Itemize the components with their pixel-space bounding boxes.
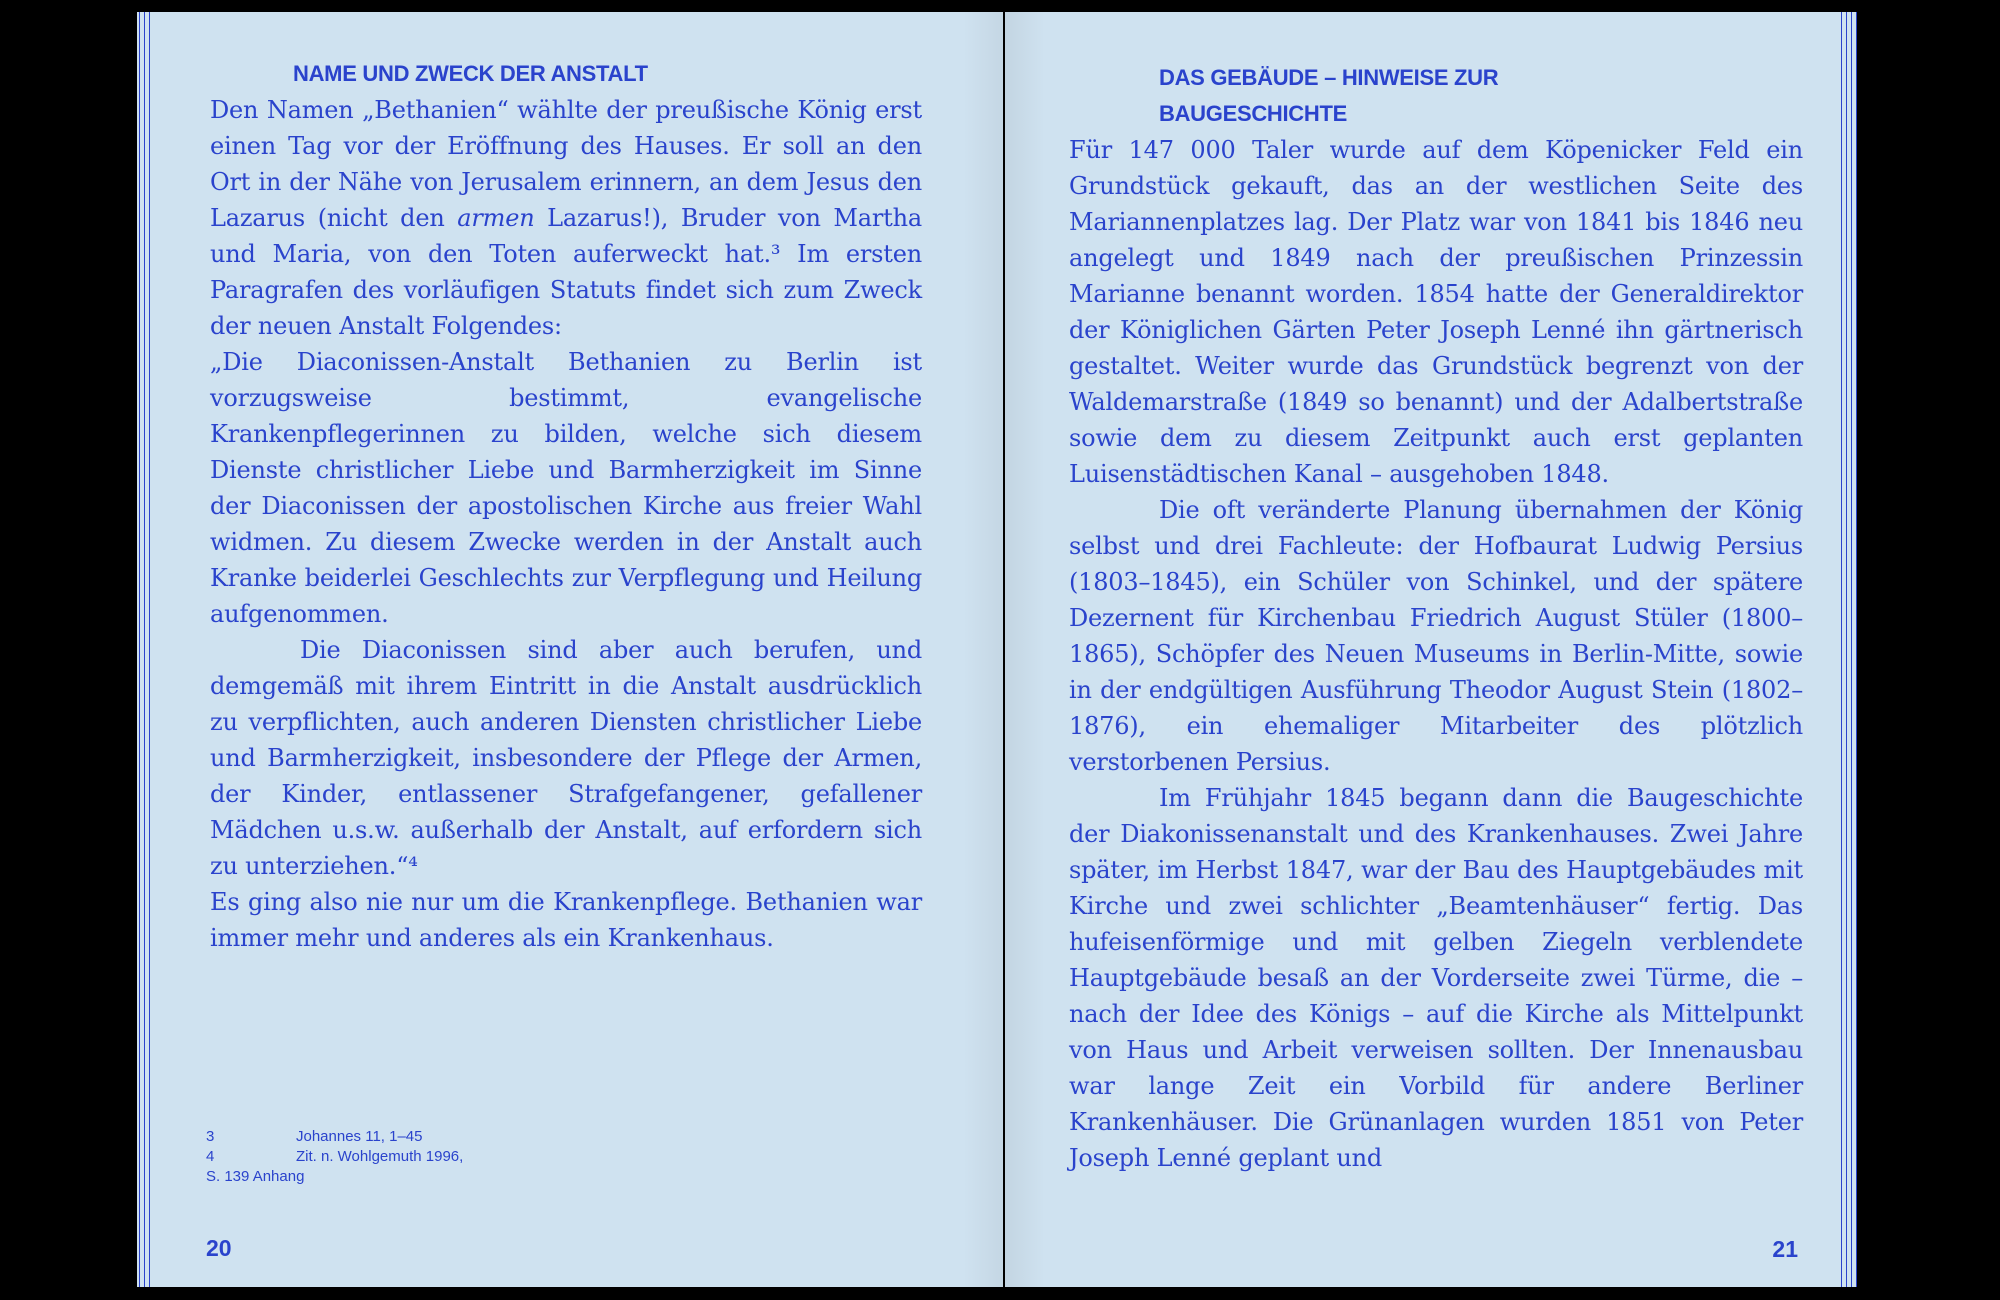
page-number: 21 — [1772, 1236, 1798, 1262]
footnotes — [206, 1127, 506, 1187]
intro-emphasis: armen — [457, 204, 535, 232]
section-heading — [1159, 60, 1498, 132]
intro-paragraph — [210, 92, 922, 344]
footnote — [206, 1147, 506, 1167]
body-paragraph: Für 147 000 Taler wurde auf dem Köpenicker Feld ein Grundstück gekauft, das an der westlichen Seite des Mariannenplatzes lag. Der Platz war von 1841 bis 1846 neu angelegt und 1849 nach der preußischen Prinzessin Marianne benannt worden. 1854 hatte der Generaldirektor der Königlichen Gärten Peter Joseph Lenné ihn gärtnerisch gestaltet. Weiter wurde das Grundstück begrenzt von der Waldemarstraße (1849 so benannt) und der Adalbertstraße sowie dem zu diesem Zeitpunkt auch erst geplanten Luisenstädtischen Kanal – ausgehoben 1848. — [1069, 136, 1803, 488]
left-page — [137, 12, 1003, 1287]
footnote-text: Johannes 11, 1–45 — [296, 1128, 423, 1145]
body-paragraph: Im Frühjahr 1845 begann dann die Baugeschichte der Diakonissenanstalt und des Krankenhauses. Zwei Jahre später, im Herbst 1847, war der Bau des Hauptgebäudes mit Kirche und zwei schlichter „Beamtenhäuser“ fertig. Das hufeisenförmige und mit gelben Ziegeln verblendete Hauptgebäude besaß an der Vorderseite zwei Türme, die – nach der Idee des Königs – auf die Kirche als Mittelpunkt von Haus und Arbeit verweisen sollten. Der Innenausbau war lange Zeit ein Vorbild für andere Berliner Krankenhäuser. Die Grünanlagen wurden 1851 von Peter Joseph Lenné geplant und — [1069, 784, 1803, 1172]
body-paragraph: Die oft veränderte Planung übernahmen der König selbst und drei Fachleute: der Hofbaurat Ludwig Persius (1803–1845), ein Schüler von Schinkel, und der spätere Dezernent für Kirchenbau Friedrich August Stüler (1800–1865), Schöpfer des Neuen Museums in Berlin-Mitte, sowie in der endgültigen Ausführung Theodor August Stein (1802–1876), ein ehemaliger Mitarbeiter des plötzlich verstorbenen Persius. — [1069, 496, 1803, 776]
right-body-text — [1069, 132, 1803, 1176]
footnote-continuation: S. 139 Anhang — [206, 1168, 305, 1185]
page-edge-stack — [137, 12, 153, 1287]
quote-paragraph-1: „Die Diaconissen-Anstalt Bethanien zu Berlin ist vorzugsweise bestimmt, evangelische Krankenpflegerinnen zu bilden, welche sich diesem Dienste christlicher Liebe und Barmherzigkeit im Sinne der Diaconissen der apostolischen Kirche aus freier Wahl widmen. Zu diesem Zwecke werden in der Anstalt auch Kranke beiderlei Geschlechts zur Verpflegung und Heilung aufgenommen. — [210, 348, 922, 628]
footnote-text: Zit. n. Wohlgemuth 1996, — [296, 1148, 464, 1165]
page-edge-stack — [1839, 12, 1857, 1287]
footnote-number: 4 — [206, 1148, 215, 1165]
intro-text-rest: Lazarus!), Bruder von Martha und Maria, von den Toten auferweckt hat.³ Im ersten Paragrafen des vorläufigen Statuts findet sich zum Zweck der neuen Anstalt Folgendes: — [210, 204, 922, 340]
left-body-text — [210, 92, 922, 956]
footnote-number: 3 — [206, 1128, 215, 1145]
gutter-shadow — [1005, 12, 1045, 1287]
section-heading-line: BAUGESCHICHTE — [1159, 101, 1347, 126]
gutter-shadow — [963, 12, 1003, 1287]
page-number: 20 — [206, 1235, 232, 1261]
quote-paragraph-2: Die Diaconissen sind aber auch berufen, und demgemäß mit ihrem Eintritt in die Anstalt ausdrücklich zu verpflichten, auch anderen Diensten christlicher Liebe und Barmherzigkeit, insbesondere der Pflege der Armen, der Kinder, entlassener Strafgefangener, gefallener Mädchen u.s.w. außerhalb der Anstalt, auf erfordern sich zu unterziehen.“⁴ — [210, 636, 922, 880]
footnote — [206, 1127, 506, 1147]
section-heading-line: DAS GEBÄUDE – HINWEISE ZUR — [1159, 65, 1499, 90]
right-page — [1005, 12, 1857, 1287]
closing-paragraph: Es ging also nie nur um die Krankenpflege. Bethanien war immer mehr und anderes als ein Krankenhaus. — [210, 888, 922, 952]
intro-text: Den Namen „Bethanien“ wählte der preußische König erst einen Tag vor der Eröffnung des Hauses. Er soll an den Ort in der Nähe von Jerusalem erinnern, an dem Jesus den Lazarus (nicht den — [210, 96, 922, 232]
section-heading: NAME UND ZWECK DER ANSTALT — [293, 61, 648, 86]
